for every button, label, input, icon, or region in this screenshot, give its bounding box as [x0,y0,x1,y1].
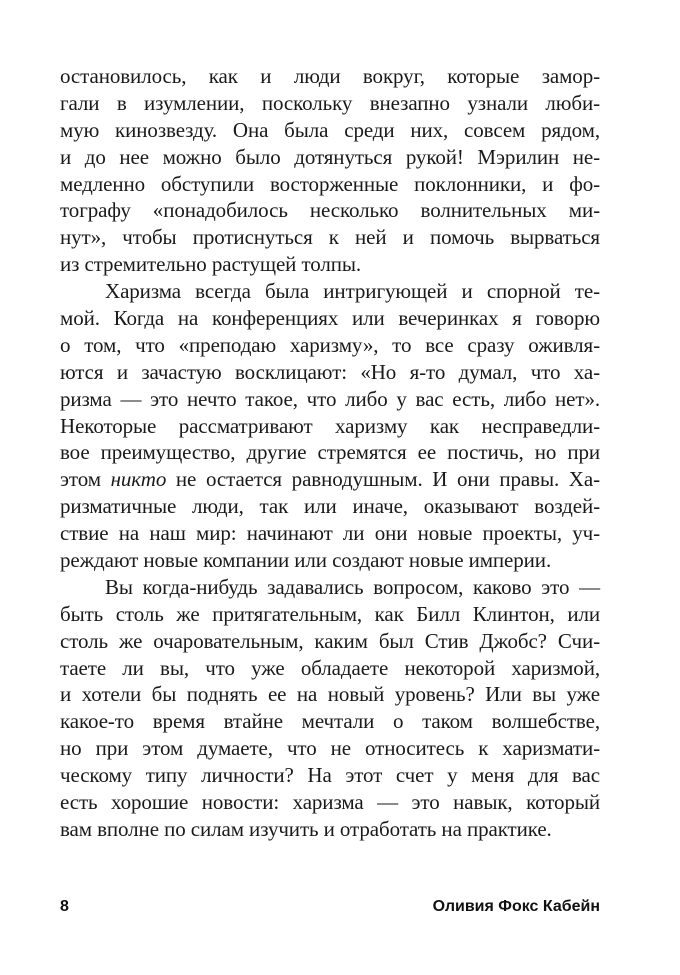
text-line: ческому типу личности? На этот счет у меня для вас [60,763,600,788]
text-line: ются и зачастую восклицают: «Но я-то думал, что ха- [60,359,600,384]
text-line: Некоторые рассматривают харизму как несправедли- [60,413,600,438]
text-line: и до нее можно было дотянуться рукой! Мэрилин не- [60,144,600,169]
text-fragment: этом [60,467,111,492]
text-fragment: не остается равнодушным. И они правы. Ха- [166,467,600,492]
text-line: какое-то время втайне мечтали о таком волшебстве, [60,709,600,734]
text-line: ризма — это нечто такое, что либо у вас есть, либо нет». [60,386,600,411]
body-text [60,63,600,843]
text-line: остановилось, как и люди вокруг, которые замор- [60,64,600,88]
text-line: вам вполне по силам изучить и отработать на практике. [60,816,552,841]
text-line: но при этом думаете, что не относитесь к харизмати- [60,736,600,761]
text-line: быть столь же притягательным, как Билл Клинтон, или [60,601,600,626]
italic-emphasis: никто [110,467,167,492]
text-line [60,466,600,493]
text-line: гали в изумлении, поскольку внезапно узнали люби- [60,90,600,115]
page-footer [60,898,600,922]
text-line: мой. Когда на конференциях или вечеринках я говорю [60,306,600,331]
text-line: есть хорошие новости: харизма — это навык, который [60,790,600,815]
text-line: таете ли вы, что уже обладаете некоторой харизмой, [60,655,600,680]
text-line: медленно обступили восторженные поклонники, и фо- [60,171,600,196]
text-line: мую кинозвезду. Она была среди них, совсем рядом, [60,117,600,142]
text-line: о том, что «преподаю харизму», то все сразу оживля- [60,332,600,357]
text-line: тографу «понадобилось несколько волнительных ми- [60,198,600,223]
text-line: и хотели бы поднять ее на новый уровень? Или вы уже [60,682,600,707]
text-line: из стремительно растущей толпы. [60,252,362,277]
text-line: Харизма всегда была интригующей и спорной те- [105,279,600,304]
text-line: ствие на наш мир: начинают ли они новые проекты, уч- [60,521,600,546]
text-line: реждают новые компании или создают новые империи. [60,548,552,573]
text-line: столь же очаровательным, каким был Стив Джобс? Счи- [60,628,600,653]
text-line: ризматичные люди, так или иначе, оказывают воздей- [60,494,600,519]
text-line: Вы когда-нибудь задавались вопросом, каково это — [105,574,600,599]
text-line: нут», чтобы протиснуться к ней и помочь вырваться [60,225,600,250]
text-line: вое преимущество, другие стремятся ее постичь, но при [60,440,600,465]
running-head-author: Оливия Фокс Кабейн [432,898,600,915]
page-number: 8 [60,898,69,915]
